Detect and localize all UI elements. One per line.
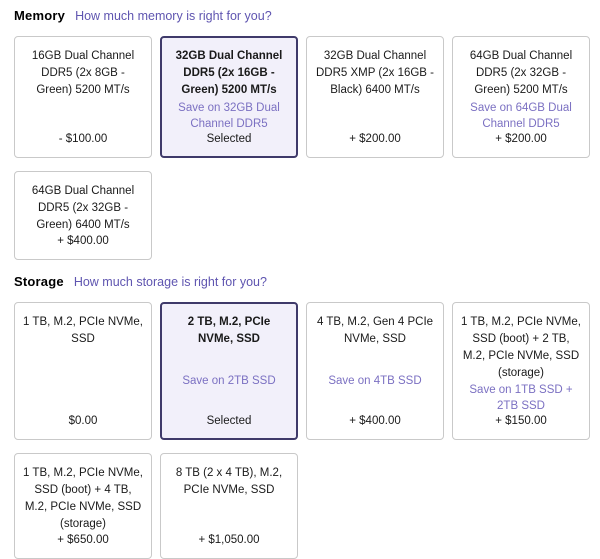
option-title: 1 TB, M.2, PCIe NVMe, SSD (boot) + 4 TB, M.2, PCIe NVMe, SSD (storage) xyxy=(23,467,143,530)
memory-section-title: Memory xyxy=(14,8,66,23)
option-price: + $650.00 xyxy=(57,534,109,546)
memory-option-64gb-5200[interactable] xyxy=(452,36,590,158)
storage-option-1tb[interactable] xyxy=(14,302,152,440)
option-price: + $200.00 xyxy=(495,133,547,145)
option-selected-label: Selected xyxy=(206,133,252,145)
storage-options-row-1 xyxy=(14,302,592,440)
option-title: 1 TB, M.2, PCIe NVMe, SSD (boot) + 2 TB, M.2, PCIe NVMe, SSD (storage) xyxy=(461,316,581,379)
option-title: 64GB Dual Channel DDR5 (2x 32GB - Green) 5200 MT/s xyxy=(469,50,573,96)
memory-option-32gb-xmp-6400[interactable] xyxy=(306,36,444,158)
option-title: 1 TB, M.2, PCIe NVMe, SSD xyxy=(23,316,143,345)
option-price: + $150.00 xyxy=(495,415,547,427)
option-price: + $1,050.00 xyxy=(198,534,260,546)
option-save-link[interactable]: Save on 32GB Dual Channel DDR5 xyxy=(178,101,280,130)
option-save-link[interactable]: Save on 4TB SSD xyxy=(328,375,422,387)
option-save-link[interactable]: Save on 2TB SSD xyxy=(182,375,276,387)
storage-option-2tb-selected[interactable] xyxy=(160,302,298,440)
option-title: 64GB Dual Channel DDR5 (2x 32GB - Green) 6400 MT/s xyxy=(31,185,135,231)
memory-options-row-2 xyxy=(14,171,592,260)
memory-option-16gb-5200[interactable] xyxy=(14,36,152,158)
option-title: 16GB Dual Channel DDR5 (2x 8GB - Green) 5200 MT/s xyxy=(31,50,135,96)
storage-options-row-2 xyxy=(14,453,592,559)
storage-option-1tb-plus-2tb[interactable] xyxy=(452,302,590,440)
memory-section xyxy=(14,8,592,260)
storage-section-header xyxy=(14,274,592,289)
memory-help-link[interactable]: How much memory is right for you? xyxy=(75,9,272,23)
memory-option-64gb-6400[interactable] xyxy=(14,171,152,260)
option-save-link[interactable]: Save on 64GB Dual Channel DDR5 xyxy=(470,101,572,130)
option-price: $0.00 xyxy=(68,415,98,427)
option-price: + $400.00 xyxy=(349,415,401,427)
option-save-link[interactable]: Save on 1TB SSD + 2TB SSD xyxy=(469,384,573,412)
option-title: 32GB Dual Channel DDR5 XMP (2x 16GB - Black) 6400 MT/s xyxy=(315,50,434,96)
option-price: + $400.00 xyxy=(57,235,109,247)
option-title: 8 TB (2 x 4 TB), M.2, PCIe NVMe, SSD xyxy=(175,467,283,496)
storage-section-title: Storage xyxy=(14,274,64,289)
storage-option-4tb[interactable] xyxy=(306,302,444,440)
memory-section-header xyxy=(14,8,592,23)
option-selected-label: Selected xyxy=(206,415,252,427)
option-price: + $200.00 xyxy=(349,133,401,145)
memory-option-32gb-5200-selected[interactable] xyxy=(160,36,298,158)
storage-help-link[interactable]: How much storage is right for you? xyxy=(73,275,267,289)
storage-option-1tb-plus-4tb[interactable] xyxy=(14,453,152,559)
option-title: 4 TB, M.2, Gen 4 PCIe NVMe, SSD xyxy=(316,316,434,345)
option-title: 32GB Dual Channel DDR5 (2x 16GB - Green) 5200 MT/s xyxy=(175,50,283,96)
memory-options-row-1 xyxy=(14,36,592,158)
option-title: 2 TB, M.2, PCIe NVMe, SSD xyxy=(187,316,271,345)
option-price: - $100.00 xyxy=(58,133,108,145)
storage-option-8tb[interactable] xyxy=(160,453,298,559)
storage-section xyxy=(14,274,592,559)
